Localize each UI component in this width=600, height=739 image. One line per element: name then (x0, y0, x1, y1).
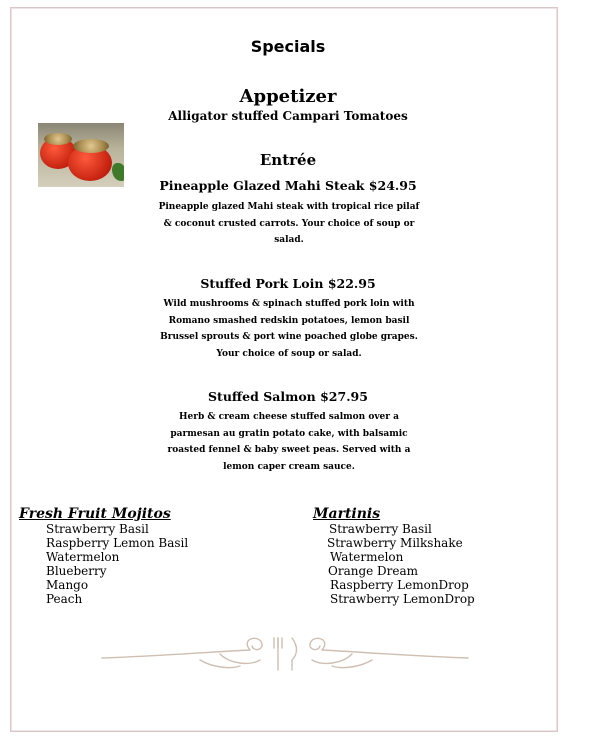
description-line: Romano smashed redskin potatoes, lemon basil (168, 315, 410, 326)
description-line: Pineapple glazed Mahi steak with tropical rice pilaf (158, 202, 420, 212)
dish-name: Pineapple Glazed Mahi Steak $24.95 (159, 178, 417, 193)
list-item: Strawberry LemonDrop (330, 592, 475, 606)
page-title: Specials (250, 37, 326, 56)
dish-name: Stuffed Salmon $27.95 (208, 389, 368, 404)
description-line: roasted fennel & baby sweet peas. Served with a (167, 445, 411, 455)
list-item: Strawberry Basil (329, 522, 432, 536)
martinis-heading: Martinis (313, 506, 381, 522)
description-line: Herb & cream cheese stuffed salmon over a (179, 412, 399, 422)
description-line: Your choice of soup or salad. (216, 348, 362, 359)
mojitos-list (46, 522, 188, 606)
description-line: salad. (274, 235, 304, 245)
list-item: Raspberry LemonDrop (330, 578, 469, 592)
description-line: & coconut crusted carrots. Your choice of soup or (163, 218, 415, 229)
list-item: Raspberry Lemon Basil (46, 536, 189, 550)
description-line: Brussel sprouts & port wine poached globe grapes. (160, 332, 418, 342)
dish-description (158, 199, 420, 249)
martinis-list (327, 522, 475, 606)
description-line: lemon caper cream sauce. (223, 461, 355, 472)
list-item: Blueberry (46, 564, 107, 578)
description-line: parmesan au gratin potato cake, with balsamic (170, 428, 408, 439)
list-item: Watermelon (330, 550, 404, 564)
list-item: Peach (46, 592, 83, 606)
mojitos-heading: Fresh Fruit Mojitos (19, 506, 171, 522)
appetizer-heading: Appetizer (239, 86, 337, 107)
dish-name: Stuffed Pork Loin $22.95 (200, 276, 376, 291)
list-item: Watermelon (46, 550, 120, 564)
appetizer-item: Alligator stuffed Campari Tomatoes (168, 109, 408, 123)
fork-knife-flourish-icon (100, 630, 470, 678)
list-item: Strawberry Basil (46, 522, 149, 536)
description-line: Wild mushrooms & spinach stuffed pork loin with (163, 299, 415, 309)
entree-heading: Entrée (259, 151, 317, 169)
list-item: Mango (46, 578, 89, 592)
dish-description (158, 296, 420, 362)
list-item: Orange Dream (328, 564, 419, 578)
dish-description (158, 409, 420, 475)
list-item: Strawberry Milkshake (327, 536, 463, 550)
